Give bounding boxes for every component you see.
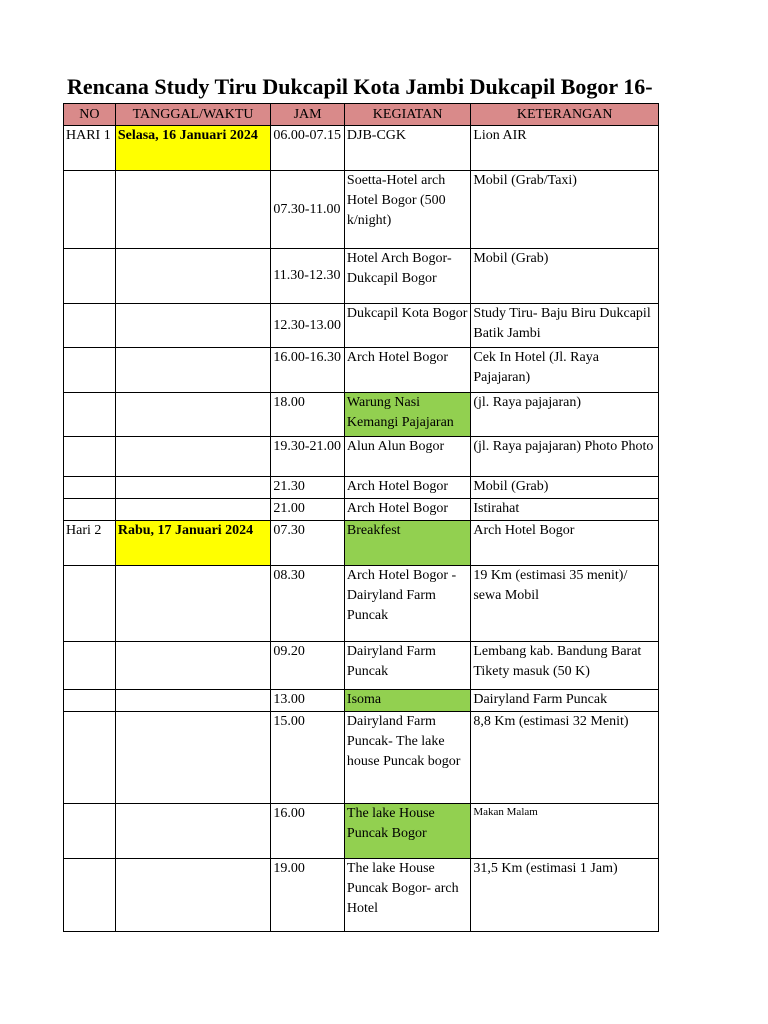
cell-tanggal [115,348,270,393]
cell-tanggal [115,171,270,249]
cell-kegiatan: Warung Nasi Kemangi Pajajaran [344,393,470,437]
cell-keterangan: Mobil (Grab) [471,249,659,304]
cell-kegiatan: Dukcapil Kota Bogor [344,304,470,348]
cell-kegiatan: The lake House Puncak Bogor- arch Hotel [344,859,470,932]
cell-kegiatan: Arch Hotel Bogor - Dairyland Farm Puncak [344,566,470,642]
cell-jam: 16.00 [271,804,345,859]
cell-keterangan: Istirahat [471,499,659,521]
document-title: Rencana Study Tiru Dukcapil Kota Jambi Dukcapil Bogor 16- [67,74,653,99]
cell-jam: 16.00-16.30 [271,348,345,393]
cell-tanggal: Rabu, 17 Januari 2024 [115,521,270,566]
cell-no [64,249,116,304]
cell-kegiatan: Breakfest [344,521,470,566]
header-kegiatan: KEGIATAN [344,104,470,126]
table-header-row [64,104,659,126]
cell-tanggal [115,566,270,642]
table-row [64,566,659,642]
cell-jam: 18.00 [271,393,345,437]
cell-tanggal [115,304,270,348]
cell-tanggal [115,437,270,477]
cell-jam: 12.30-13.00 [271,304,345,348]
cell-keterangan: (jl. Raya pajajaran) [471,393,659,437]
cell-keterangan: Lembang kab. Bandung Barat Tikety masuk (50 K) [471,642,659,690]
cell-no [64,393,116,437]
cell-tanggal [115,712,270,804]
cell-tanggal: Selasa, 16 Januari 2024 [115,126,270,171]
cell-tanggal [115,690,270,712]
table-row [64,499,659,521]
table-row [64,437,659,477]
cell-no [64,477,116,499]
header-jam: JAM [271,104,345,126]
cell-tanggal [115,477,270,499]
cell-jam: 13.00 [271,690,345,712]
cell-keterangan: 31,5 Km (estimasi 1 Jam) [471,859,659,932]
cell-keterangan: Cek In Hotel (Jl. Raya Pajajaran) [471,348,659,393]
cell-kegiatan: Dairyland Farm Puncak- The lake house Puncak bogor [344,712,470,804]
cell-jam: 15.00 [271,712,345,804]
cell-jam: 21.00 [271,499,345,521]
cell-no [64,437,116,477]
cell-kegiatan: Soetta-Hotel arch Hotel Bogor (500 k/night) [344,171,470,249]
schedule-table [63,103,659,932]
cell-kegiatan: Arch Hotel Bogor [344,499,470,521]
cell-no [64,348,116,393]
cell-tanggal [115,804,270,859]
cell-keterangan: Mobil (Grab/Taxi) [471,171,659,249]
cell-keterangan: Mobil (Grab) [471,477,659,499]
cell-no [64,171,116,249]
cell-kegiatan: Hotel Arch Bogor-Dukcapil Bogor [344,249,470,304]
cell-jam: 21.30 [271,477,345,499]
cell-kegiatan: Alun Alun Bogor [344,437,470,477]
cell-no [64,690,116,712]
cell-tanggal [115,249,270,304]
cell-keterangan: Lion AIR [471,126,659,171]
cell-no [64,304,116,348]
table-row [64,126,659,171]
cell-keterangan: Arch Hotel Bogor [471,521,659,566]
cell-keterangan: 8,8 Km (estimasi 32 Menit) [471,712,659,804]
cell-tanggal [115,393,270,437]
header-keterangan: KETERANGAN [471,104,659,126]
cell-tanggal [115,499,270,521]
cell-jam: 06.00-07.15 [271,126,345,171]
cell-keterangan: 19 Km (estimasi 35 menit)/ sewa Mobil [471,566,659,642]
cell-keterangan: (jl. Raya pajajaran) Photo Photo [471,437,659,477]
header-tanggal: TANGGAL/WAKTU [115,104,270,126]
cell-no [64,566,116,642]
cell-tanggal [115,859,270,932]
table-row [64,521,659,566]
cell-jam: 07.30-11.00 [271,171,345,249]
table-row [64,859,659,932]
cell-jam: 11.30-12.30 [271,249,345,304]
cell-kegiatan: Dairyland Farm Puncak [344,642,470,690]
cell-kegiatan: Isoma [344,690,470,712]
cell-no [64,804,116,859]
table-row [64,712,659,804]
cell-keterangan: Dairyland Farm Puncak [471,690,659,712]
cell-no [64,712,116,804]
cell-tanggal [115,642,270,690]
table-row [64,249,659,304]
table-row [64,690,659,712]
table-row [64,348,659,393]
cell-kegiatan: Arch Hotel Bogor [344,477,470,499]
cell-jam: 19.00 [271,859,345,932]
cell-jam: 08.30 [271,566,345,642]
table-row [64,804,659,859]
cell-kegiatan: The lake House Puncak Bogor [344,804,470,859]
cell-jam: 19.30-21.00 [271,437,345,477]
cell-keterangan: Makan Malam [471,804,659,859]
cell-jam: 09.20 [271,642,345,690]
cell-no: Hari 2 [64,521,116,566]
cell-no [64,499,116,521]
cell-kegiatan: DJB-CGK [344,126,470,171]
cell-keterangan: Study Tiru- Baju Biru Dukcapil Batik Jambi [471,304,659,348]
cell-no: HARI 1 [64,126,116,171]
table-row [64,477,659,499]
table-row [64,304,659,348]
cell-kegiatan: Arch Hotel Bogor [344,348,470,393]
header-no: NO [64,104,116,126]
table-row [64,393,659,437]
cell-jam: 07.30 [271,521,345,566]
table-row [64,642,659,690]
cell-no [64,642,116,690]
table-row [64,171,659,249]
cell-no [64,859,116,932]
